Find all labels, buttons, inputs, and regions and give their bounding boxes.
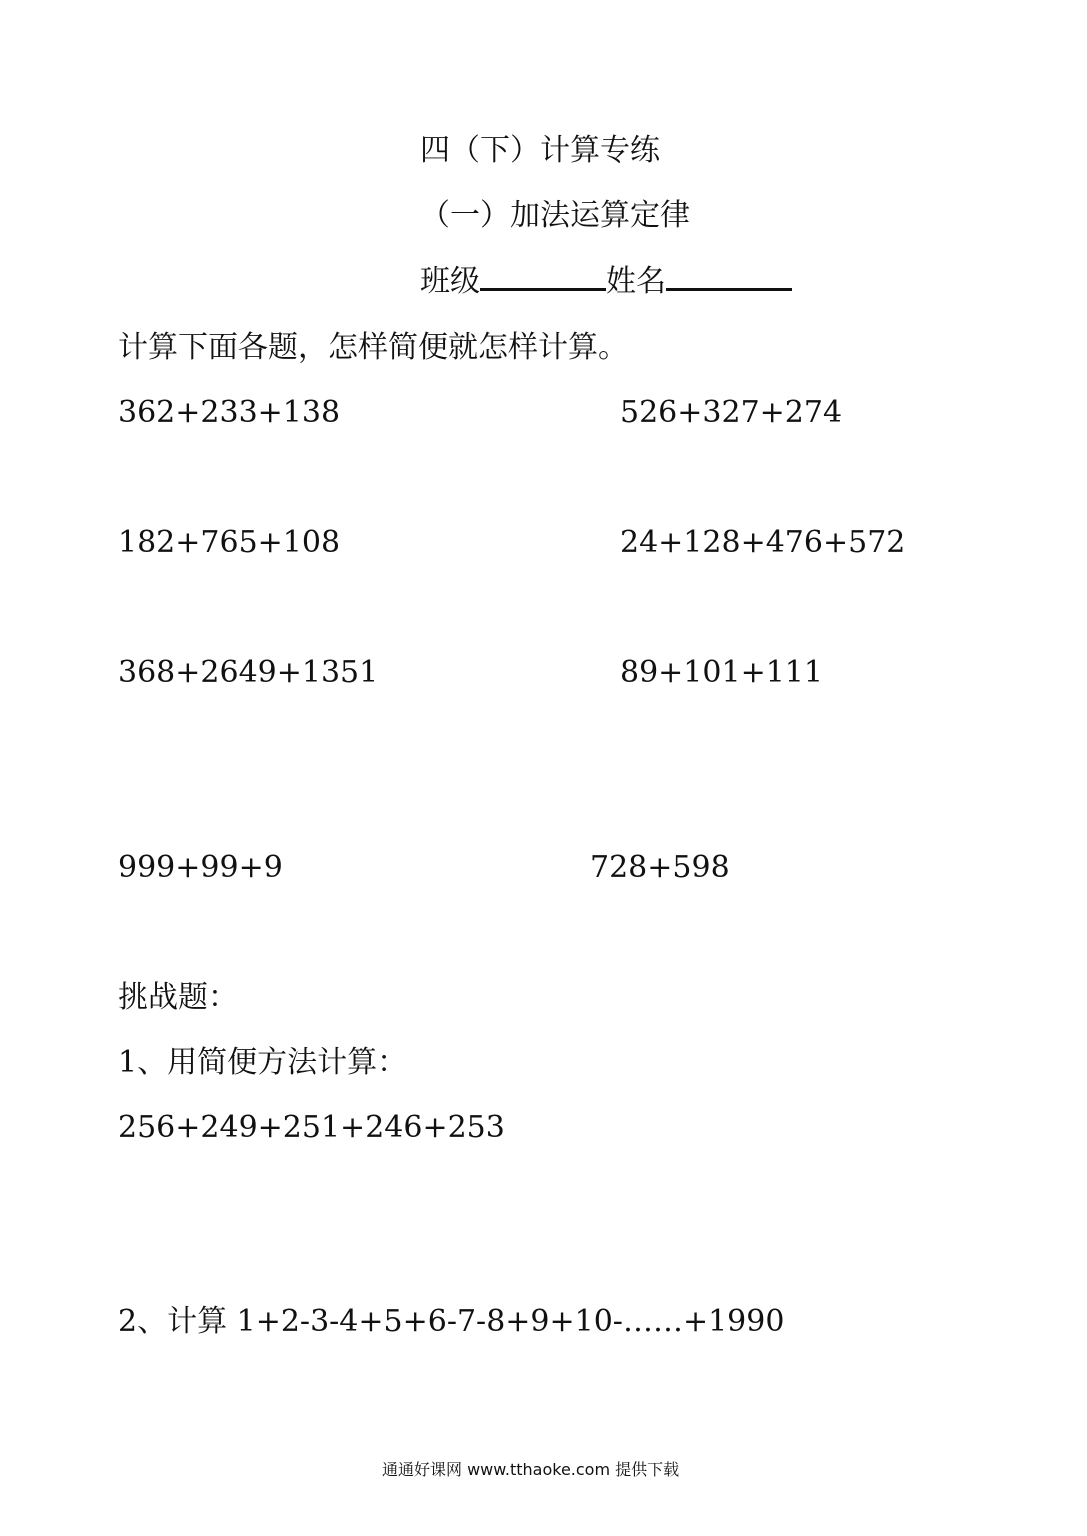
challenge-q1-text: 1、用简便方法计算：: [118, 1045, 408, 1080]
challenge-heading: 挑战题：: [118, 980, 238, 1015]
problem-1: 362+233+138: [118, 395, 341, 430]
challenge-q1-expression: 256+249+251+246+253: [118, 1110, 505, 1145]
name-blank: [666, 286, 792, 291]
problem-3: 182+765+108: [118, 525, 341, 560]
problem-5: 368+2649+1351: [118, 655, 379, 690]
class-blank: [480, 286, 606, 291]
problem-4: 24+128+476+572: [620, 525, 906, 560]
footer-credit: 通通好课网 www.tthaoke.com 提供下载: [382, 1460, 680, 1479]
instruction-text: 计算下面各题，怎样简便就怎样计算。: [118, 330, 628, 365]
problem-7: 999+99+9: [118, 850, 283, 885]
student-info-line: [420, 264, 792, 299]
challenge-q2-text: 2、计算 1+2-3-4+5+6-7-8+9+10-……+1990: [118, 1304, 785, 1339]
section-subtitle: （一）加法运算定律: [420, 198, 690, 233]
class-label: 班级: [420, 264, 480, 299]
problem-2: 526+327+274: [620, 395, 843, 430]
worksheet-title: 四（下）计算专练: [420, 133, 660, 168]
name-label: 姓名: [606, 264, 666, 299]
problem-6: 89+101+111: [620, 655, 823, 690]
problem-8: 728+598: [590, 850, 730, 885]
